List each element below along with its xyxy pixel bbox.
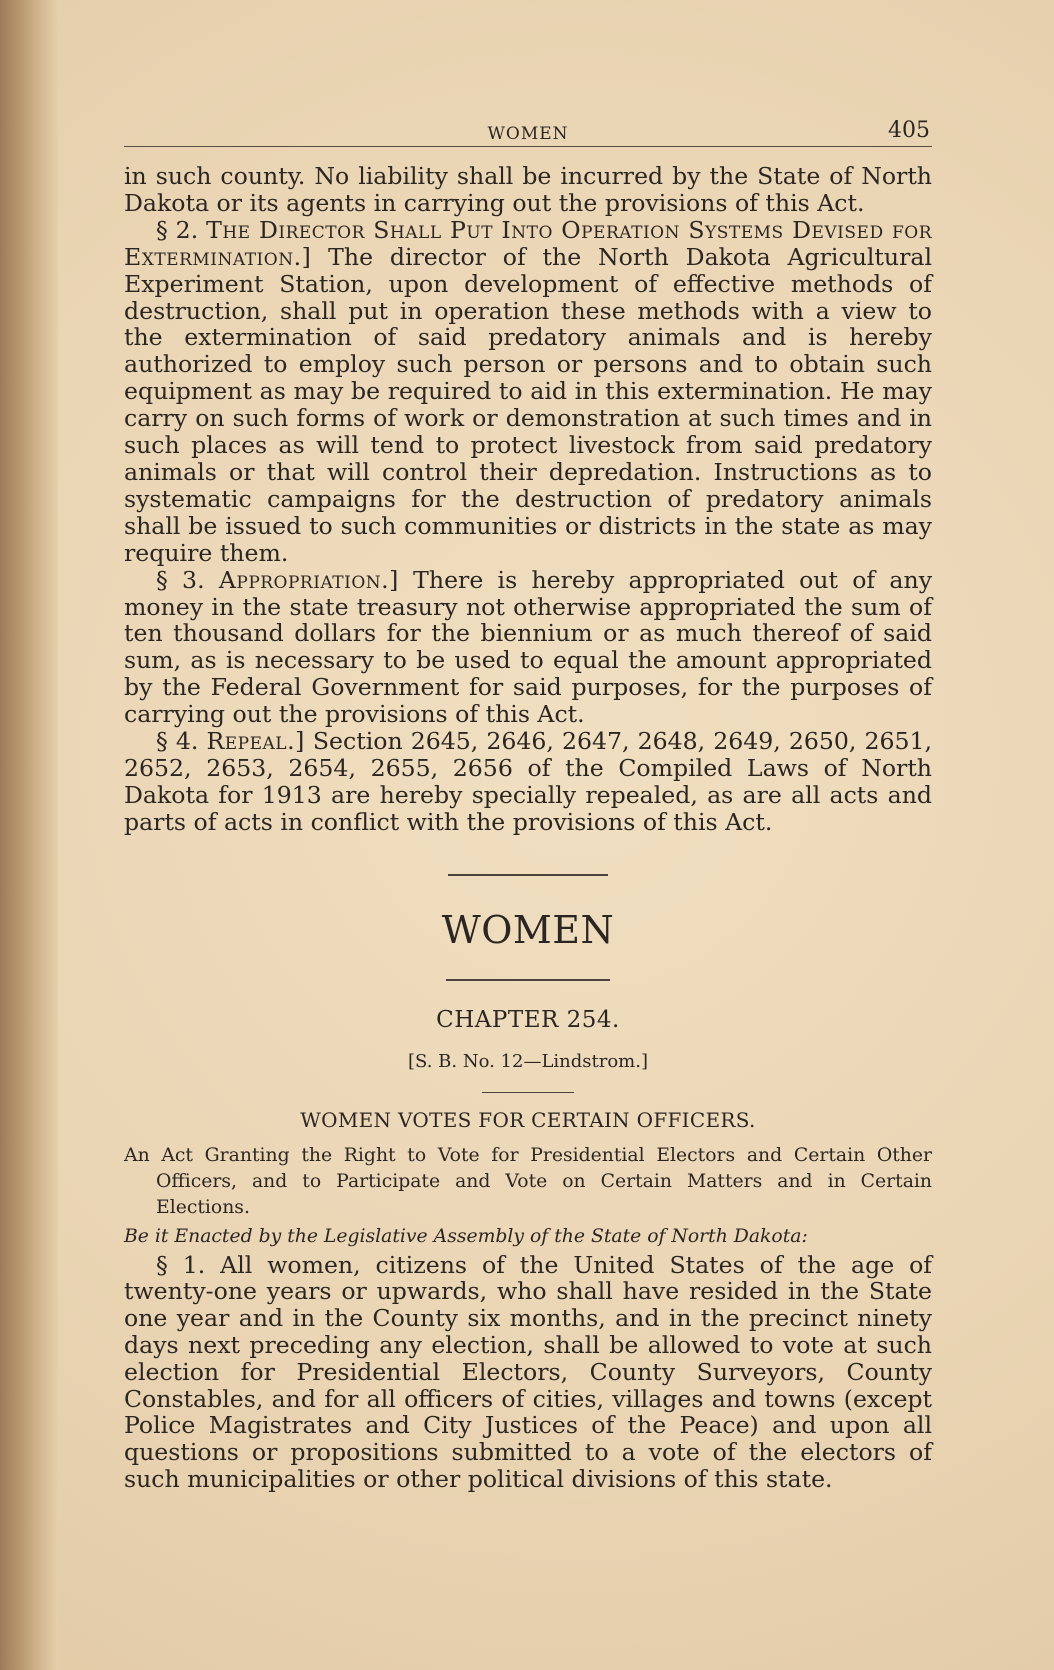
top-body-text (124, 163, 932, 836)
act-title: WOMEN VOTES FOR CERTAIN OFFICERS. (300, 1107, 756, 1132)
chapter-body-text (124, 1252, 932, 1493)
section-3-heading: Appropriation.] (218, 565, 399, 594)
continued-paragraph: in such county. No liability shall be incurred by the State of North Dakota or its agents in carrying out the provisions of this Act. (124, 162, 932, 217)
chapter-section-1-text: All women, citizens of the United States of the age of twenty-one years or upwards, who shall have resided in the State one year and in the County six months, and in the precinct ninety days next preceding any election, shall be allowed to vote at such election for Presidential Electors, County Surveyors, County Constables, and for all officers of cities, villages and towns (except Police Magistrates and City Justices of the Peace) and upon all questions or propositions submitted to a vote of the electors of such municipalities or other political divisions of this state. (124, 1250, 933, 1494)
page-number: 405 (888, 118, 930, 143)
chapter-label: CHAPTER 254. (436, 1006, 620, 1033)
section-2-heading: The Director Shall Put Into Operation Systems Devised for Extermination.] (124, 215, 933, 271)
section-2-paragraph (124, 217, 932, 567)
chapter-section-1-paragraph (124, 1252, 932, 1493)
bill-reference: [S. B. No. 12—Lindstrom.] (408, 1050, 648, 1072)
chapter-section-1-number: § 1. (156, 1250, 206, 1279)
act-summary: An Act Granting the Right to Vote for Presidential Electors and Certain Other Officers, and to Participate and Vote on Certain Matters and in Certain Elections. (124, 1144, 932, 1218)
bill-divider (482, 1092, 574, 1093)
section-3-paragraph (124, 567, 932, 728)
running-head (124, 106, 932, 147)
binding-gutter (0, 0, 58, 1670)
enacting-clause: Be it Enacted by the Legislative Assembly of the State of North Dakota: (124, 1225, 808, 1247)
section-4-paragraph (124, 728, 932, 836)
running-title: WOMEN (487, 124, 569, 144)
section-2-number: § 2. (156, 215, 199, 244)
section-4-heading: Repeal.] (206, 727, 305, 756)
section-title: WOMEN (441, 907, 615, 952)
section-4-text: Section 2645, 2646, 2647, 2648, 2649, 2650, 2651, 2652, 2653, 2654, 2655, 2656 of the Compiled Laws of North Dakota for 1913 are hereby specially repealed, as are all acts and parts of acts in conflict with the provisions of this Act. (124, 727, 933, 836)
page-content (124, 106, 932, 1493)
section-2-text: The director of the North Dakota Agricultural Experiment Station, upon development of effective methods of destruction, shall put in operation these methods with a view to the extermination of said predatory animals and is hereby authorized to employ such person or persons and to obtain such equipment as may be required to aid in this extermination. He may carry on such forms of work or demonstration at such times and in such places as will tend to protect livestock from said predatory animals or that will control their depredation. Instructions as to systematic campaigns for the destruction of predatory animals shall be issued to such communities or districts in the state as may require them. (124, 242, 932, 567)
title-underline (446, 979, 610, 981)
section-3-number: § 3. (156, 565, 205, 594)
section-4-number: § 4. (156, 727, 199, 756)
section-3-text: There is hereby appropriated out of any money in the state treasury not otherwise appropriated the sum of ten thousand dollars for the biennium or as much thereof of said sum, as is necessary to be used to equal the amount appropriated by the Federal Government for said purposes, for the purposes of carrying out the provisions of this Act. (124, 565, 933, 729)
divider-rule (448, 874, 608, 876)
